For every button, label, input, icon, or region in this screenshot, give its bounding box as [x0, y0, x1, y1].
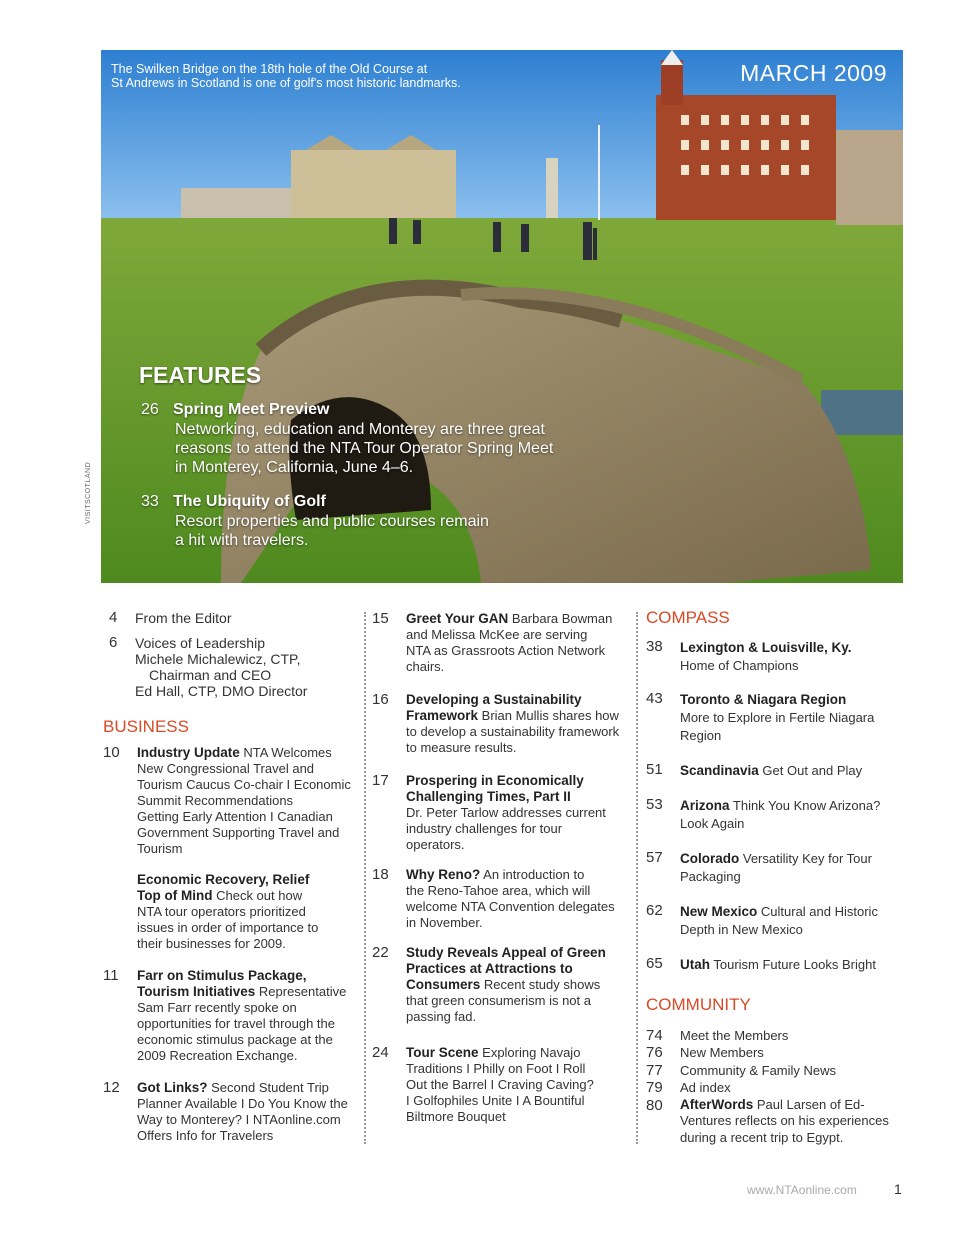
toc-text: New Members — [680, 1045, 764, 1061]
toc-text: Chairman and CEO — [149, 667, 272, 683]
toc-text: Tourism Future Looks Bright — [710, 957, 876, 972]
toc-column-3 — [646, 608, 896, 1146]
toc-page: 6 — [109, 634, 118, 651]
toc-entry[interactable] — [646, 1062, 896, 1079]
toc-text: welcome NTA Convention delegates — [406, 899, 615, 914]
toc-entry[interactable] — [372, 611, 628, 675]
toc-page: 4 — [109, 609, 118, 626]
toc-page: 80 — [646, 1096, 663, 1114]
feature-page: 26 — [141, 401, 159, 418]
page-number: 1 — [894, 1181, 902, 1197]
toc-page: 51 — [646, 761, 663, 778]
toc-text: Traditions I Philly on Foot I Roll — [406, 1061, 586, 1076]
section-community: COMMUNITY — [646, 995, 751, 1014]
toc-text: Home of Champions — [680, 658, 799, 673]
toc-text: Government Supporting Travel and — [137, 825, 340, 840]
toc-text: issues in order of importance to — [137, 920, 319, 935]
toc-title: Prospering in Economically — [406, 773, 584, 788]
toc-entry[interactable] — [646, 639, 896, 675]
toc-text: industry challenges for tour — [406, 821, 563, 836]
toc-entry[interactable] — [372, 867, 628, 931]
toc-page: 62 — [646, 902, 663, 919]
toc-title: Developing a Sustainability — [406, 692, 582, 707]
toc-text: Tourism Caucus Co-chair I Economic — [137, 777, 351, 792]
toc-title: Greet Your GAN — [406, 611, 509, 626]
toc-text: Meet the Members — [680, 1028, 789, 1043]
toc-entry[interactable] — [103, 610, 360, 627]
toc-text: More to Explore in Fertile Niagara — [680, 710, 875, 725]
toc-text: Community & Family News — [680, 1062, 837, 1078]
toc-page: 17 — [372, 772, 389, 789]
feature-desc-line: Networking, education and Monterey are three great — [175, 421, 545, 438]
toc-page: 57 — [646, 849, 663, 866]
toc-text: Brian Mullis shares how — [478, 708, 619, 723]
toc-text: Depth in New Mexico — [680, 922, 803, 937]
toc-page: 24 — [372, 1044, 389, 1061]
toc-entry[interactable] — [646, 762, 896, 780]
toc-page: 74 — [646, 1027, 663, 1044]
toc-page: 65 — [646, 955, 663, 972]
toc-entry[interactable] — [646, 903, 896, 939]
toc-title: Economic Recovery, Relief — [137, 872, 310, 887]
toc-text: NTA Welcomes — [239, 745, 332, 760]
toc-entry[interactable] — [103, 745, 360, 857]
toc-page: 10 — [103, 744, 120, 761]
toc-entry[interactable] — [646, 1079, 896, 1096]
toc-title: Framework — [406, 708, 479, 723]
photo-credit: VISITSCOTLAND — [85, 461, 92, 524]
toc-text: Versatility Key for Tour — [739, 851, 872, 866]
feature-item[interactable] — [139, 493, 553, 550]
toc-title: Farr on Stimulus Package, — [137, 968, 307, 983]
toc-text: Exploring Navajo — [478, 1045, 581, 1060]
toc-text: NTA tour operators prioritized — [137, 904, 306, 919]
toc-page: 77 — [646, 1061, 663, 1079]
toc-entry[interactable] — [646, 691, 896, 745]
feature-item[interactable] — [139, 401, 553, 477]
toc-text: Representative — [255, 984, 347, 999]
toc-text: Dr. Peter Tarlow addresses current — [406, 805, 606, 820]
toc-page: 22 — [372, 944, 389, 961]
toc-text: economic stimulus package at the — [137, 1032, 333, 1047]
toc-entry[interactable] — [646, 956, 896, 974]
toc-text: Sam Farr recently spoke on — [137, 1000, 297, 1015]
toc-text: Tourism — [137, 841, 183, 856]
toc-title: Scandinavia — [680, 763, 759, 778]
toc-text: Ad index — [680, 1080, 731, 1096]
feature-desc-line: a hit with travelers. — [175, 532, 309, 549]
toc-text: Get Out and Play — [758, 763, 863, 778]
toc-title: Why Reno? — [406, 867, 481, 882]
toc-text: An introduction to — [480, 867, 585, 882]
toc-text: their businesses for 2009. — [137, 936, 286, 951]
toc-title: AfterWords — [680, 1096, 754, 1112]
toc-text: New Congressional Travel and — [137, 761, 315, 776]
toc-text: chairs. — [406, 659, 445, 674]
toc-text: Cultural and Historic — [757, 904, 878, 919]
features-block — [139, 362, 553, 566]
toc-text: passing fad. — [406, 1009, 477, 1024]
toc-title: Consumers — [406, 977, 481, 992]
toc-text: Think You Know Arizona? — [729, 798, 881, 813]
toc-text: Region — [680, 728, 722, 743]
toc-title: New Mexico — [680, 904, 758, 919]
toc-text: Paul Larsen of Ed- — [753, 1096, 865, 1112]
toc-page: 79 — [646, 1079, 663, 1097]
toc-text: Getting Early Attention I Canadian — [137, 809, 333, 824]
toc-entry[interactable] — [103, 968, 360, 1064]
section-compass: COMPASS — [646, 608, 730, 627]
toc-entry[interactable] — [103, 872, 360, 952]
toc-title: Arizona — [680, 798, 730, 813]
toc-column-2 — [372, 608, 628, 1125]
toc-text: From the Editor — [135, 610, 232, 626]
toc-text: Look Again — [680, 816, 745, 831]
toc-title: Industry Update — [137, 745, 240, 760]
toc-column-1 — [103, 608, 360, 1144]
toc-text: Summit Recommendations — [137, 793, 294, 808]
toc-page: 18 — [372, 866, 389, 883]
photo-caption — [111, 62, 461, 90]
toc-text: Check out how — [212, 888, 303, 903]
toc-text: Packaging — [680, 869, 741, 884]
toc-text: Planner Available I Do You Know the — [137, 1096, 348, 1111]
toc-title: Colorado — [680, 851, 740, 866]
toc-page: 12 — [103, 1079, 120, 1096]
toc-page: 43 — [646, 690, 663, 707]
column-divider — [636, 612, 638, 1144]
toc-text: operators. — [406, 837, 465, 852]
toc-text: I Golfophiles Unite I A Bountiful — [406, 1093, 585, 1108]
toc-page: 38 — [646, 638, 663, 655]
toc-text: that green consumerism is not a — [406, 993, 591, 1008]
feature-title: The Ubiquity of Golf — [173, 493, 326, 510]
toc-title: Utah — [680, 957, 710, 972]
toc-text: Offers Info for Travelers — [137, 1128, 274, 1143]
toc-title: Lexington & Louisville, Ky. — [680, 640, 852, 655]
caption-line: St Andrews in Scotland is one of golf's most historic landmarks. — [111, 76, 461, 90]
toc-entry[interactable] — [646, 1097, 896, 1147]
toc-text: Michele Michalewicz, CTP, — [135, 651, 301, 667]
toc-text: 2009 Recreation Exchange. — [137, 1048, 298, 1063]
toc-text: Ed Hall, CTP, DMO Director — [135, 683, 308, 699]
toc-title: Tour Scene — [406, 1045, 479, 1060]
toc-entry[interactable] — [103, 1080, 360, 1144]
toc-page: 16 — [372, 691, 389, 708]
feature-page: 33 — [141, 493, 159, 510]
toc-text: Way to Monterey? I NTAonline.com — [137, 1112, 341, 1127]
cover-photo — [101, 50, 903, 583]
toc-page: 11 — [103, 967, 119, 984]
toc-text: and Melissa McKee are serving — [406, 627, 588, 642]
footer-url[interactable]: www.NTAonline.com — [747, 1183, 857, 1197]
toc-text: to measure results. — [406, 740, 517, 755]
toc-entry[interactable] — [646, 1027, 896, 1044]
caption-line: The Swilken Bridge on the 18th hole of the Old Course at — [111, 62, 428, 76]
toc-title: Tourism Initiatives — [137, 984, 256, 999]
feature-title: Spring Meet Preview — [173, 401, 330, 418]
feature-desc-line: in Monterey, California, June 4–6. — [175, 459, 414, 476]
toc-entry[interactable] — [646, 797, 896, 833]
toc-title: Practices at Attractions to — [406, 961, 573, 976]
toc-page: 53 — [646, 796, 663, 813]
toc-text: during a recent trip to Egypt. — [680, 1129, 844, 1145]
toc-text: NTA as Grassroots Action Network — [406, 643, 606, 658]
toc-page: 76 — [646, 1044, 663, 1062]
toc-text: Biltmore Bouquet — [406, 1109, 506, 1124]
toc-text: in November. — [406, 915, 483, 930]
toc-entry[interactable] — [372, 1045, 628, 1125]
toc-entry[interactable] — [103, 635, 360, 699]
toc-text: Ventures reflects on his experiences — [680, 1113, 889, 1129]
issue-date: MARCH 2009 — [740, 60, 887, 86]
toc-title: Challenging Times, Part II — [406, 789, 571, 804]
section-business: BUSINESS — [103, 717, 189, 736]
toc-title: Toronto & Niagara Region — [680, 692, 847, 707]
toc-title: Study Reveals Appeal of Green — [406, 945, 606, 960]
toc-text: opportunities for travel through the — [137, 1016, 336, 1031]
toc-entry[interactable] — [646, 1044, 896, 1061]
toc-text: Out the Barrel I Craving Caving? — [406, 1077, 594, 1092]
toc-text: Voices of Leadership — [135, 635, 265, 651]
feature-desc-line: Resort properties and public courses remain — [175, 513, 489, 530]
feature-desc-line: reasons to attend the NTA Tour Operator Spring Meet — [175, 440, 554, 457]
toc-text: Second Student Trip — [207, 1080, 329, 1095]
toc-entry[interactable] — [372, 692, 628, 756]
features-heading: FEATURES — [139, 362, 262, 388]
toc-title: Top of Mind — [137, 888, 213, 903]
toc-page: 15 — [372, 610, 389, 627]
toc-text: the Reno-Tahoe area, which will — [406, 883, 591, 898]
toc-text: Barbara Bowman — [508, 611, 613, 626]
toc-text: to develop a sustainability framework — [406, 724, 620, 739]
toc-entry[interactable] — [372, 945, 628, 1025]
toc-entry[interactable] — [646, 850, 896, 886]
toc-title: Got Links? — [137, 1080, 208, 1095]
toc-entry[interactable] — [372, 773, 628, 853]
toc-text: Recent study shows — [480, 977, 601, 992]
column-divider — [364, 612, 366, 1144]
